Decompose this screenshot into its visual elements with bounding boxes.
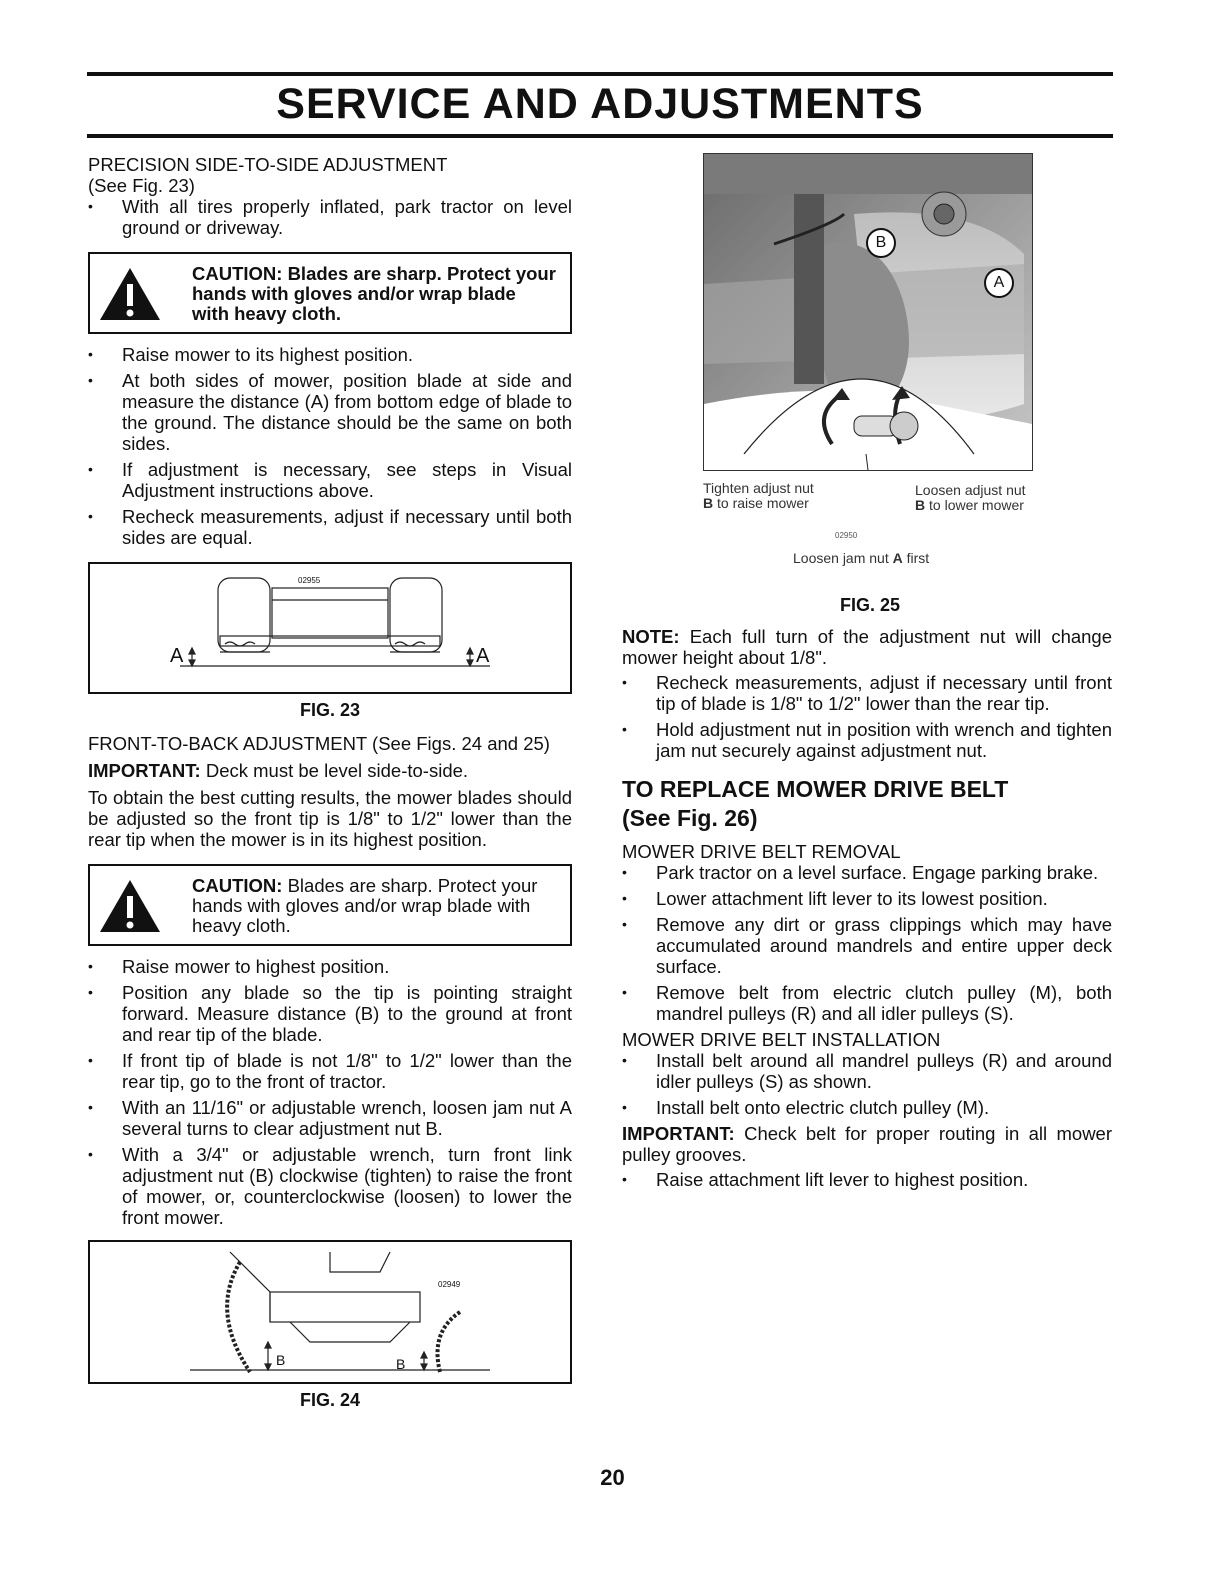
list-item: • If front tip of blade is not 1/8" to 1/2" lower than the rear tip, go to the front of tractor. <box>88 1050 572 1092</box>
loosen-line-2 <box>915 498 1026 513</box>
list-item: • With a 3/4" or adjustable wrench, turn front link adjustment nut (B) clockwise (tighten) to raise the front of mower, or, counterclockwise (loosen) to lower the front mower. <box>88 1144 572 1228</box>
title-underline <box>87 134 1113 138</box>
paragraph: To obtain the best cutting results, the mower blades should be adjusted so the front tip is 1/8" to 1/2" lower than the rear tip when the mower is in its highest position. <box>88 787 572 850</box>
list-item: • Lower attachment lift lever to its lowest position. <box>622 888 1112 909</box>
fig25-part-code-1: 02949 <box>708 458 731 467</box>
list-item: • Remove belt from electric clutch pulley (M), both mandrel pulleys (R) and all idler pulleys (S). <box>622 982 1112 1024</box>
list-item: • With all tires properly inflated, park tractor on level ground or driveway. <box>88 196 572 238</box>
list-item: • With an 11/16" or adjustable wrench, loosen jam nut A several turns to clear adjustment nut B. <box>88 1097 572 1139</box>
tighten-line-2 <box>703 496 814 511</box>
fig23-drawing <box>90 564 570 692</box>
list-item: • Hold adjustment nut in position with wrench and tighten jam nut securely against adjustment nut. <box>622 719 1112 761</box>
warning-triangle-icon <box>98 878 162 934</box>
bullet-list <box>88 196 572 238</box>
left-column <box>88 154 572 1423</box>
circle-b-label: B <box>875 234 887 251</box>
bullet-list <box>622 862 1112 1024</box>
list-item: • Raise mower to highest position. <box>88 956 572 977</box>
caution-box <box>88 864 572 946</box>
fig25-photo <box>703 153 1033 471</box>
tighten-text: to raise mower <box>717 495 809 511</box>
caution-text <box>192 876 556 936</box>
fig23-label-a-left: A <box>170 645 184 667</box>
important-text: Deck must be level side-to-side. <box>205 760 469 781</box>
list-item: • Install belt around all mandrel pulleys (R) and around idler pulleys (S) as shown. <box>622 1050 1112 1092</box>
page-title: SERVICE AND ADJUSTMENTS <box>276 80 924 128</box>
important-note <box>622 1123 1112 1165</box>
important-label: IMPORTANT: <box>622 1123 735 1144</box>
side-to-side-fig-ref: (See Fig. 23) <box>88 175 195 196</box>
fig25-drawing <box>704 154 1032 470</box>
caution-label: CAUTION: <box>192 875 283 896</box>
note <box>622 626 1112 668</box>
note-label: NOTE: <box>622 626 680 647</box>
tighten-line-1: Tighten adjust nut <box>703 480 814 496</box>
list-item: • At both sides of mower, position blade at side and measure the distance (A) from bottom edge of blade to the ground. The distance should be the same on both sides. <box>88 370 572 454</box>
callout-circle-a <box>984 268 1014 298</box>
list-item: • Recheck measurements, adjust if necessary until front tip of blade is 1/8" to 1/2" lower than the rear tip. <box>622 672 1112 714</box>
fig25-part-code-2: 02950 <box>835 531 858 540</box>
fig25-caption: FIG. 25 <box>839 595 901 615</box>
bullet-list <box>622 672 1112 761</box>
bullet-list <box>622 1169 1112 1190</box>
important-text: Check belt for proper routing in all mower pulley grooves. <box>622 1123 1112 1165</box>
right-column <box>622 626 1112 1195</box>
fig24-caption: FIG. 24 <box>299 1390 361 1410</box>
list-item: • Install belt onto electric clutch pulley (M). <box>622 1097 1112 1118</box>
bullet-list <box>88 344 572 548</box>
fig23-part-code: 02955 <box>298 576 321 585</box>
list-item: • Position any blade so the tip is pointing straight forward. Measure distance (B) to the ground at front and rear tip of the blade. <box>88 982 572 1045</box>
jam-end-text: first <box>906 550 930 566</box>
side-to-side-heading: PRECISION SIDE-TO-SIDE ADJUSTMENT <box>88 154 448 175</box>
top-rule <box>87 72 1113 76</box>
caution-body: Blades are sharp. Protect your hands with gloves and/or wrap blade with heavy cloth. <box>192 875 538 936</box>
fig23-caption: FIG. 23 <box>299 700 361 720</box>
list-item: • If adjustment is necessary, see steps in Visual Adjustment instructions above. <box>88 459 572 501</box>
loosen-text: to lower mower <box>929 497 1024 513</box>
fig23-label-a-right: A <box>476 645 490 667</box>
fig24-part-code: 02949 <box>438 1280 461 1289</box>
fig24-label-b-left: B <box>276 1352 286 1368</box>
tighten-callout <box>703 481 814 511</box>
note-text: Each full turn of the adjustment nut will change mower height about 1/8". <box>622 626 1113 668</box>
warning-triangle-icon <box>98 266 162 322</box>
list-item: • Remove any dirt or grass clippings which may have accumulated around mandrels and entire upper deck surface. <box>622 914 1112 977</box>
section-title-line-2: (See Fig. 26) <box>622 805 758 831</box>
loosen-line-1: Loosen adjust nut <box>915 482 1026 498</box>
loosen-callout <box>915 483 1026 513</box>
circle-a-label: A <box>993 274 1005 291</box>
installation-heading: MOWER DRIVE BELT INSTALLATION <box>622 1029 941 1050</box>
fig24-drawing <box>90 1242 570 1382</box>
list-item: • Park tractor on a level surface. Engage parking brake. <box>622 862 1112 883</box>
list-item: • Raise mower to its highest position. <box>88 344 572 365</box>
caution-box <box>88 252 572 334</box>
fig24-box <box>88 1240 572 1384</box>
bullet-list <box>88 956 572 1228</box>
removal-heading: MOWER DRIVE BELT REMOVAL <box>622 841 901 862</box>
bullet-list <box>622 1050 1112 1118</box>
important-label: IMPORTANT: <box>88 760 201 781</box>
fig24-label-b-right: B <box>396 1356 406 1372</box>
jam-a-label: A <box>892 550 903 566</box>
jam-text: Loosen jam nut <box>793 550 889 566</box>
section-title <box>622 775 1112 833</box>
fig23-box <box>88 562 572 694</box>
jam-nut-callout <box>793 551 929 566</box>
important-note <box>88 760 572 781</box>
front-to-back-heading: FRONT-TO-BACK ADJUSTMENT (See Figs. 24 and 25) <box>88 733 550 754</box>
fig25 <box>703 153 1037 615</box>
loosen-b-label: B <box>915 497 926 513</box>
page-number: 20 <box>600 1465 625 1490</box>
list-item: • Recheck measurements, adjust if necessary until both sides are equal. <box>88 506 572 548</box>
section-title-line-1: TO REPLACE MOWER DRIVE BELT <box>622 776 1009 802</box>
caution-text: CAUTION: Blades are sharp. Protect your hands with gloves and/or wrap blade with heavy cloth. <box>192 263 556 324</box>
callout-circle-b <box>866 228 896 258</box>
tighten-b-label: B <box>703 495 714 511</box>
list-item: • Raise attachment lift lever to highest position. <box>622 1169 1112 1190</box>
